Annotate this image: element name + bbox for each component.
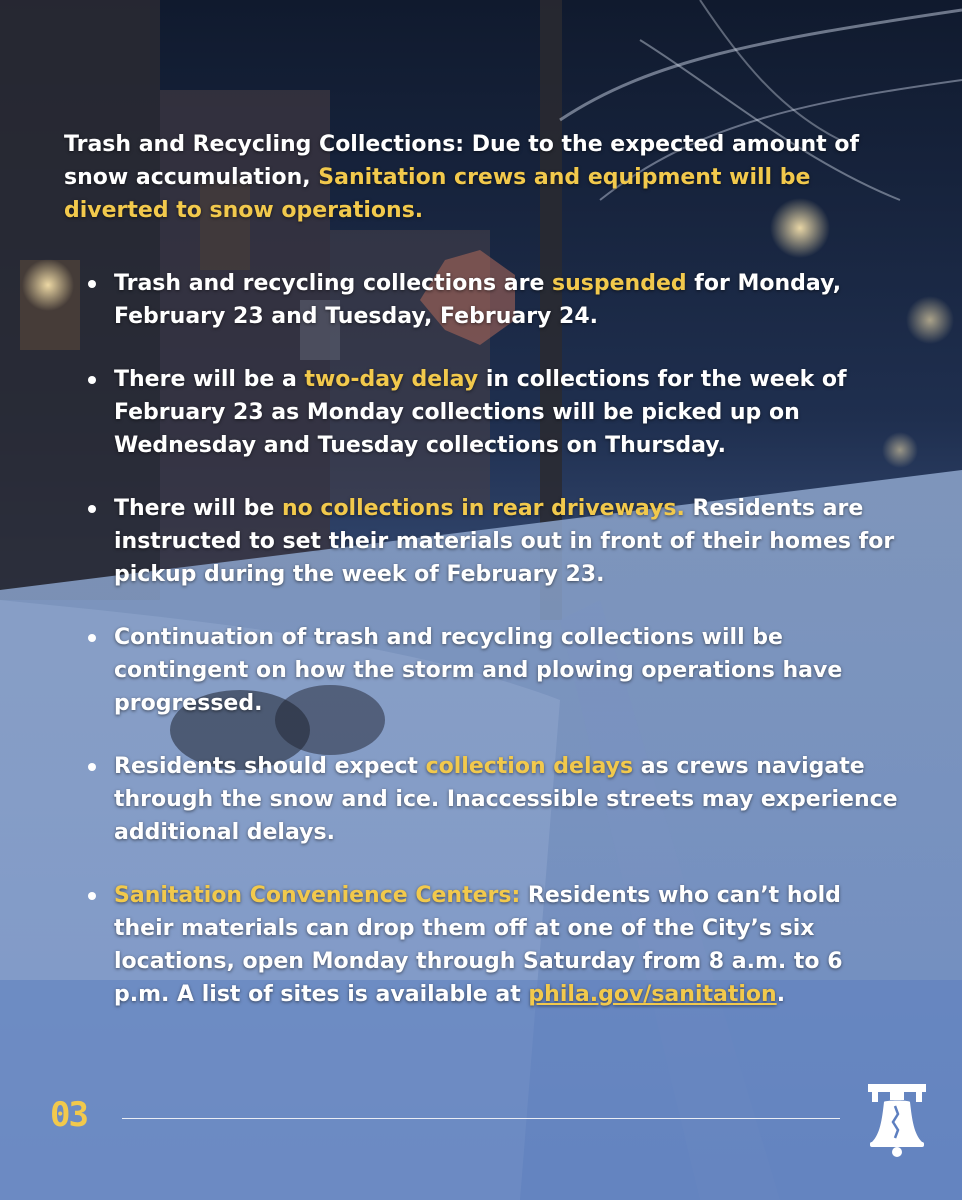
bullet-text: Residents who can’t hold their materials can drop them off at one of the City’s six locations, open Monday through Saturday from 8 a.m. to 6 p.m. A list of sites is available at [114, 883, 843, 1007]
bullet-text: Continuation of trash and recycling collections will be contingent on how the storm and plowing operations have progressed. [114, 625, 843, 716]
bullet-rear-driveways [64, 492, 904, 591]
bullet-text: in collections for the week of February 23 as Monday collections will be picked up on Wednesday and Tuesday collections on Thursday. [114, 367, 847, 458]
bullet-collection-delays [64, 750, 904, 849]
bullet-text: There will be [114, 496, 282, 521]
intro-paragraph [64, 128, 904, 227]
bullet-highlight: suspended [552, 271, 687, 296]
bullet-text: Residents should expect [114, 754, 426, 779]
footer-divider [122, 1118, 840, 1119]
bullet-suspended [64, 267, 904, 333]
bullet-highlight: Sanitation Convenience Centers: [114, 883, 521, 908]
page-number: 03 [50, 1095, 87, 1135]
bullet-text: Residents are instructed to set their materials out in front of their homes for pickup during the week of February 23. [114, 496, 895, 587]
bullet-list [64, 267, 904, 1011]
intro-lead: Trash and Recycling Collections: Due to the expected amount of snow accumulation, [64, 132, 860, 190]
bullet-continuation [64, 621, 904, 720]
bullet-text: . [776, 982, 786, 1007]
bullet-text: There will be a [114, 367, 305, 392]
bullet-highlight: collection delays [425, 754, 634, 779]
sanitation-link[interactable]: phila.gov/sanitation [528, 982, 777, 1007]
bullet-highlight: two-day delay [304, 367, 479, 392]
bullet-highlight: no collections in rear driveways. [281, 496, 685, 521]
bullet-convenience-centers [64, 879, 904, 1011]
intro-highlight: Sanitation crews and equipment will be diverted to snow operations. [64, 165, 811, 223]
bullet-text: as crews navigate through the snow and ice. Inaccessible streets may experience additional delays. [114, 754, 898, 845]
liberty-bell-icon [862, 1080, 932, 1158]
bullet-text: Trash and recycling collections are [114, 271, 553, 296]
bullet-two-day-delay [64, 363, 904, 462]
bullet-text: for Monday, February 23 and Tuesday, February 24. [114, 271, 842, 329]
announcement-body [64, 128, 904, 1041]
